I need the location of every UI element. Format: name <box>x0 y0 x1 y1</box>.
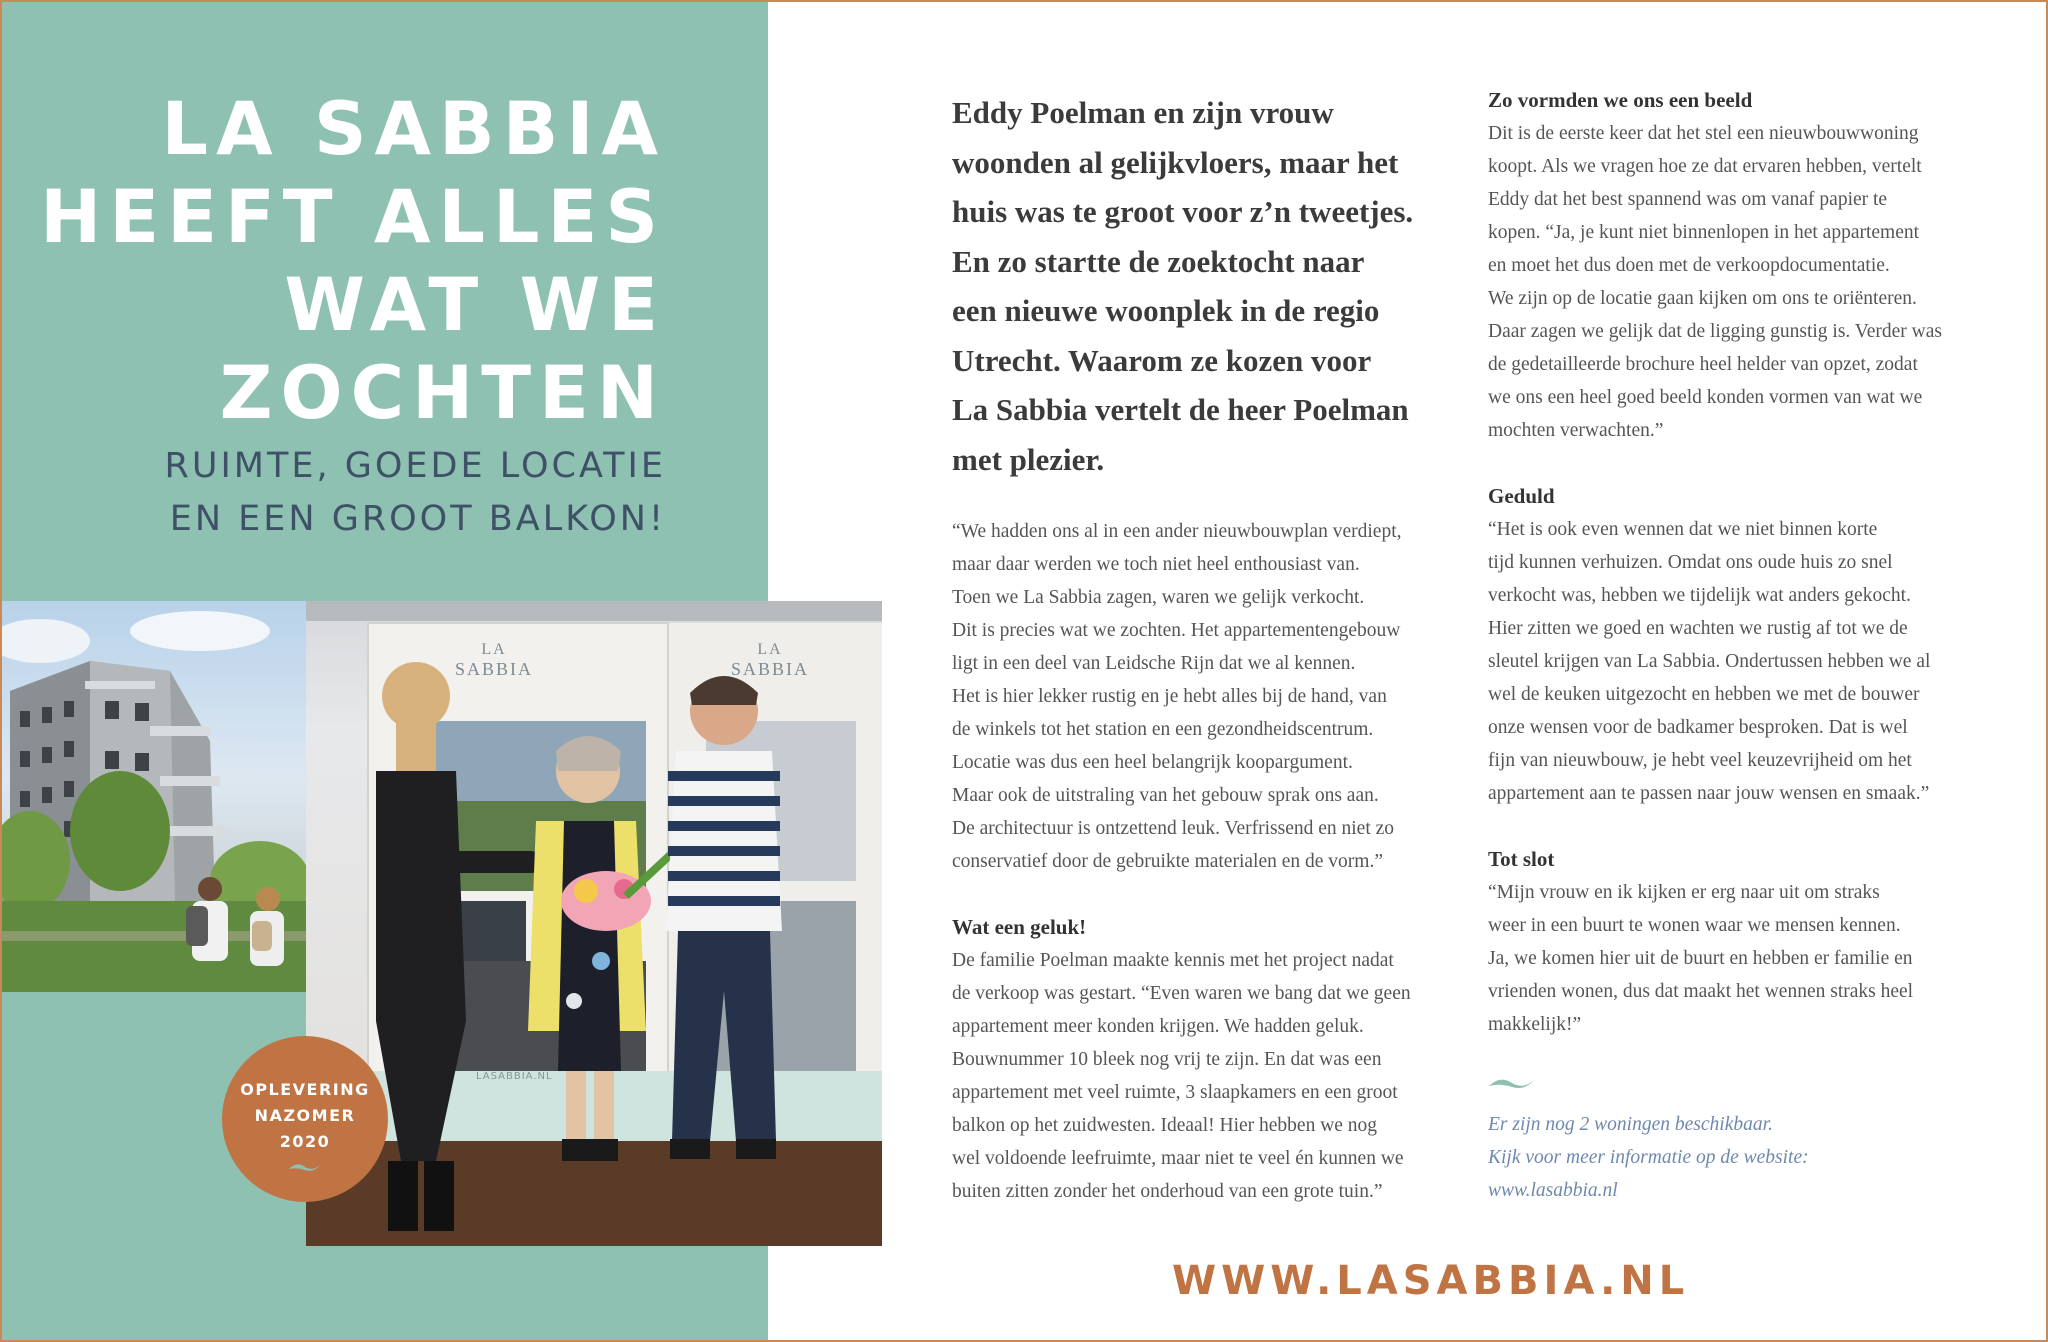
banner-logo-left: LA SABBIA <box>454 641 533 679</box>
subheadline-line: EN EEN GROOT BALKON! <box>169 499 666 539</box>
body-line: Ja, we komen hier uit de buurt en hebben er familie en <box>1488 948 1913 969</box>
article-column-right <box>1488 84 2008 1041</box>
quote-line: Toen we La Sabbia zagen, waren we gelijk verkocht. <box>952 587 1365 608</box>
section-title-geluk: Wat een geluk! <box>952 915 1087 939</box>
body-line: Dit is de eerste keer dat het stel een nieuwbouwwoning <box>1488 123 1919 144</box>
headline-line: ZOCHTEN <box>219 351 666 436</box>
body-line: “Het is ook even wennen dat we niet binnen korte <box>1488 519 1878 540</box>
banner-logo-right: LA SABBIA <box>730 641 809 679</box>
quote-line: de winkels tot het station en een gezondheidscentrum. <box>952 719 1374 740</box>
body-line: appartement met veel ruimte, 3 slaapkamers en een groot <box>952 1082 1398 1103</box>
body-line: balkon op het zuidwesten. Ideaal! Hier hebben we nog <box>952 1115 1378 1136</box>
intro-paragraph <box>952 88 1452 484</box>
intro-line: En zo startte de zoektocht naar <box>952 243 1365 279</box>
body-line: Hier zitten we goed en wachten we rustig af tot we de <box>1488 618 1908 639</box>
quote-line: Locatie was dus een heel belangrijk koopargument. <box>952 752 1353 773</box>
body-line: appartement meer konden krijgen. We hadden geluk. <box>952 1016 1364 1037</box>
intro-line: een nieuwe woonplek in de regio <box>952 293 1380 328</box>
quote-line: ligt in een deel van Leidsche Rijn dat we al kennen. <box>952 653 1356 674</box>
badge-line: 2020 <box>279 1132 331 1151</box>
intro-line: Utrecht. Waarom ze kozen voor <box>952 342 1372 378</box>
quote-line: conservatief door de gebruikte materialen en de vorm.” <box>952 851 1383 872</box>
body-line: mochten verwachten.” <box>1488 420 1664 441</box>
body-line: buiten zitten zonder het onderhoud van een grote tuin.” <box>952 1181 1383 1202</box>
body-line: onze wensen voor de badkamer besproken. Dat is wel <box>1488 717 1908 738</box>
body-line: verkocht was, hebben we tijdelijk wat anders gekocht. <box>1488 585 1911 606</box>
headline <box>40 86 666 438</box>
section-title-beeld: Zo vormden we ons een beeld <box>1488 88 1753 112</box>
body-line: de verkoop was gestart. “Even waren we bang dat we geen <box>952 983 1411 1004</box>
section-title-geduld: Geduld <box>1488 484 1555 508</box>
intro-line: La Sabbia vertelt de heer Poelman <box>952 392 1409 427</box>
intro-line: woonden al gelijkvloers, maar het <box>952 144 1399 180</box>
body-line: appartement aan te passen naar jouw wensen en smaak.” <box>1488 783 1930 804</box>
badge-line: NAZOMER <box>254 1106 356 1125</box>
body-line: “Mijn vrouw en ik kijken er erg naar uit om straks <box>1488 882 1880 903</box>
body-line: sleutel krijgen van La Sabbia. Ondertussen hebben we al <box>1488 651 1931 672</box>
body-line: fijn van nieuwbouw, je hebt veel keuzevrijheid om het <box>1488 750 1912 771</box>
intro-line: Eddy Poelman en zijn vrouw <box>952 95 1334 130</box>
wave-icon <box>1488 1074 1536 1092</box>
intro-line: huis was te groot voor z’n tweetjes. <box>952 194 1414 229</box>
body-line: tijd kunnen verhuizen. Omdat ons oude huis zo snel <box>1488 552 1893 573</box>
subheadline-line: RUIMTE, GOEDE LOCATIE <box>164 446 666 486</box>
body-line: weer in een buurt te wonen waar we mensen kennen. <box>1488 915 1901 936</box>
banner-url: LASABBIA.NL <box>476 1071 553 1082</box>
quote-line: Maar ook de uitstraling van het gebouw sprak ons aan. <box>952 785 1379 806</box>
handshake-photo <box>306 601 882 1246</box>
body-line: wel de keuken uitgezocht en hebben we met de bouwer <box>1488 684 1920 705</box>
body-line: kopen. “Ja, je kunt niet binnenlopen in het appartement <box>1488 222 1920 243</box>
quote-line: maar daar werden we toch niet heel enthousiast van. <box>952 554 1360 575</box>
headline-line: HEEFT ALLES <box>40 175 666 260</box>
body-line: koopt. Als we vragen hoe ze dat ervaren hebben, vertelt <box>1488 156 1922 177</box>
delivery-badge <box>222 1036 388 1202</box>
availability-note <box>1488 1108 1809 1207</box>
building-photo <box>0 601 306 992</box>
intro-line: met plezier. <box>952 441 1105 477</box>
body-line: de gedetailleerde brochure heel helder van opzet, zodat <box>1488 354 1918 375</box>
quote-line: Het is hier lekker rustig en je hebt alles bij de hand, van <box>952 686 1387 707</box>
quote-line: “We hadden ons al in een ander nieuwbouwplan verdiept, <box>952 521 1402 542</box>
badge-line: OPLEVERING <box>240 1080 370 1099</box>
headline-line: WAT WE <box>284 263 666 348</box>
body-line: Bouwnummer 10 bleek nog vrij te zijn. En dat was een <box>952 1049 1382 1070</box>
website-url[interactable]: WWW.LASABBIA.NL <box>1172 1258 1690 1304</box>
quote-line: De architectuur is ontzettend leuk. Verfrissend en niet zo <box>952 818 1395 839</box>
body-line: De familie Poelman maakte kennis met het project nadat <box>952 950 1394 971</box>
note-line: Kijk voor meer informatie op de website: <box>1488 1147 1809 1168</box>
note-line: Er zijn nog 2 woningen beschikbaar. <box>1488 1114 1773 1135</box>
website-link-text[interactable]: www.lasabbia.nl <box>1488 1180 1618 1201</box>
article-column-left <box>952 515 1452 1208</box>
body-line: Eddy dat het best spannend was om vanaf papier te <box>1488 189 1888 210</box>
subheadline <box>165 440 666 546</box>
body-line: Daar zagen we gelijk dat de ligging gunstig is. Verder was <box>1488 321 1942 342</box>
body-line: wel voldoende leefruimte, maar niet te veel én kunnen we <box>952 1148 1404 1169</box>
body-line: makkelijk!” <box>1488 1014 1582 1035</box>
body-line: en moet het dus doen met de verkoopdocumentatie. <box>1488 255 1890 276</box>
headline-line: LA SABBIA <box>161 87 666 172</box>
section-title-tot-slot: Tot slot <box>1488 847 1555 871</box>
body-line: we ons een heel goed beeld konden vormen van wat we <box>1488 387 1923 408</box>
wave-icon <box>288 1160 322 1174</box>
body-line: vrienden wonen, dus dat maakt het wennen straks heel <box>1488 981 1914 1002</box>
quote-line: Dit is precies wat we zochten. Het appartementengebouw <box>952 620 1401 641</box>
body-line: We zijn op de locatie gaan kijken om ons te oriënteren. <box>1488 288 1917 309</box>
